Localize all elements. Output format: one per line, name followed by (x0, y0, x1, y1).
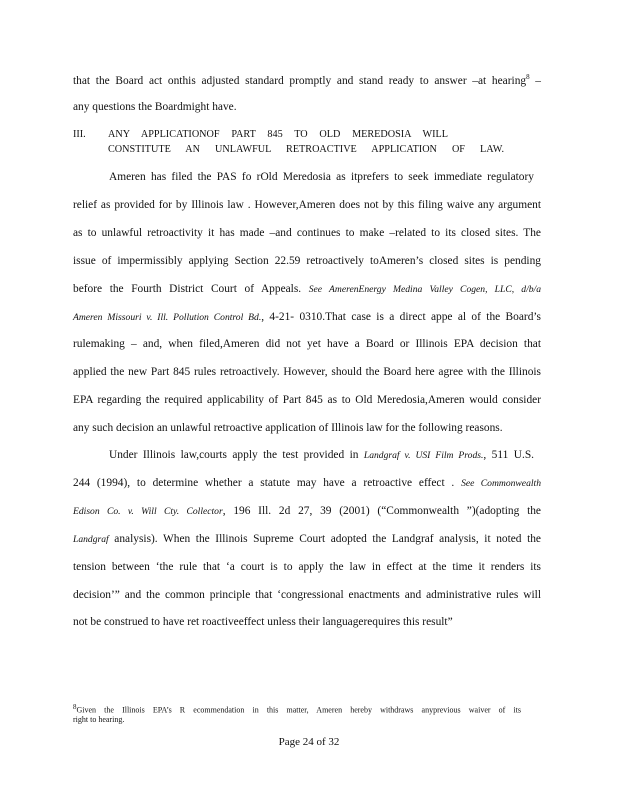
footnote-line-1 (73, 703, 521, 715)
paragraph1-line-1: Ameren has filed the PAS fo rOld Meredosia as itprefers to seek immediate regulatory (109, 171, 534, 183)
paragraph1-line-10: any such decision an unlawful retroactive application of Illinois law for the following reasons. (73, 422, 503, 435)
case-citation: Landgraf (73, 533, 109, 545)
paragraph1-line-2: relief as provided for by Illinois law . However,Ameren does not by this filing waive any argument (73, 198, 541, 211)
footnote-ref[interactable]: 8 (526, 73, 530, 81)
body-text: before the Fourth District Court of Appeals. (73, 282, 309, 295)
paragraph2-line-5: tension between ‘the rule that ‘a court is to apply the law in effect at the time it renders its (73, 560, 541, 573)
paragraph2-line-4 (73, 533, 541, 545)
section-heading-line-1: ANY APPLICATIONOF PART 845 TO OLD MEREDOSIA WILL (108, 129, 448, 140)
body-text: , 4-21- 0310.That case is a direct appe al of the Board’s (261, 310, 541, 323)
body-text: that the Board act onthis adjusted standard promptly and stand ready to answer –at hearing (73, 74, 527, 87)
paragraph1-line-9: EPA regarding the required applicability of Part 845 as to Old Meredosia,Ameren would consider (73, 394, 541, 407)
footnote-line-2: right to hearing. (73, 715, 125, 724)
case-citation: Ameren Missouri v. Ill. Pollution Control Bd. (73, 311, 262, 323)
paragraph1-line-8: applied the new Part 845 rules retroactively. However, should the Board here agree with the Illinois (73, 366, 541, 379)
paragraph1-line-7: rulemaking – and, when filed,Ameren did not yet have a Board or Illinois EPA decision that (73, 338, 541, 351)
paragraph1-line-5 (73, 283, 541, 295)
paragraph1-line-3: as to unlawful retroactivity it has made –and continues to make –related to its closed sites. The (73, 226, 541, 239)
page-number: Page 24 of 32 (278, 736, 340, 748)
body-line-1 (73, 73, 541, 87)
case-citation: Edison Co. v. Will Cty. Collector (73, 505, 223, 517)
paragraph2-line-7: not be construed to have ret roactiveeffect unless their languagerequires this result” (73, 616, 453, 629)
footnote-marker: 8 (73, 703, 77, 711)
paragraph2-line-3 (73, 505, 541, 517)
paragraph1-line-4: issue of impermissibly applying Section 22.59 retroactively toAmeren’s closed sites is pending (73, 254, 541, 267)
body-text: , 196 Ill. 2d 27, 39 (2001) (“Commonwealth ”)(adopting the (222, 504, 541, 517)
section-number: III. (73, 129, 86, 140)
paragraph2-line-2 (73, 477, 541, 489)
paragraph1-line-6 (73, 311, 541, 323)
paragraph2-line-6: decision’” and the common principle that ‘congressional enactments and administrative rules will (73, 588, 541, 601)
section-heading-line-2: CONSTITUTE AN UNLAWFUL RETROACTIVE APPLICATION OF LAW. (108, 144, 504, 155)
case-citation: See Commonwealth (461, 477, 541, 489)
body-text: Under Illinois law,courts apply the test provided in (109, 449, 364, 461)
case-citation: See AmerenEnergy Medina Valley Cogen, LLC, d/b/a (308, 283, 541, 295)
body-text: 244 (1994), to determine whether a statute may have a retroactive effect . (73, 476, 462, 489)
case-citation: Landgraf v. USI Film Prods. (363, 450, 484, 461)
body-text: – (529, 74, 541, 87)
body-text: , 511 U.S. (483, 449, 535, 461)
paragraph2-line-1 (109, 449, 534, 461)
footnote-text: Given the Illinois EPA’s R ecommendation in this matter, Ameren hereby withdraws anyprevious waiver of its (76, 705, 521, 715)
body-line-2: any questions the Boardmight have. (73, 101, 237, 113)
body-text: analysis). When the Illinois Supreme Court adopted the Landgraf analysis, it noted the (108, 532, 541, 545)
